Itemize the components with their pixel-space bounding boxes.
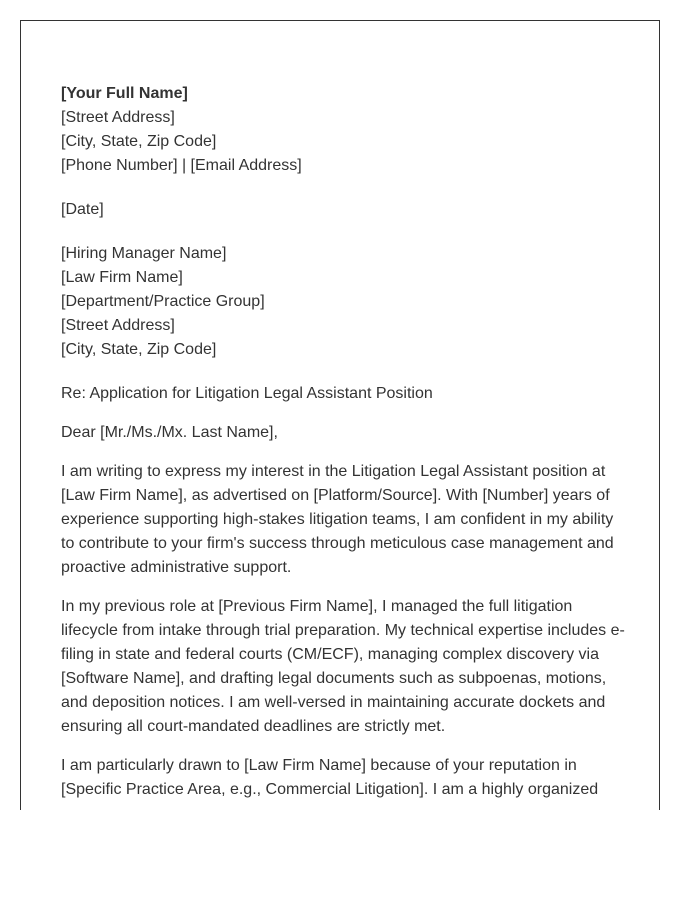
salutation: Dear [Mr./Ms./Mx. Last Name], xyxy=(61,424,278,441)
sender-block xyxy=(61,82,631,178)
sender-full-name: [Your Full Name] xyxy=(61,85,188,102)
date-block xyxy=(61,198,631,222)
body-paragraph-1: I am writing to express my interest in the Litigation Legal Assistant position at [Law Firm Name], as advertised on [Platform/Source]. With [Number] years of experience supporting high-stakes litigation teams, I am confident in my ability to contribute to your firm's success through meticulous case management and proactive administrative support. xyxy=(61,463,614,576)
letter-content xyxy=(61,82,631,802)
sender-street-address: [Street Address] xyxy=(61,109,175,126)
subject-line: Re: Application for Litigation Legal Assistant Position xyxy=(61,385,433,402)
sender-contact: [Phone Number] | [Email Address] xyxy=(61,157,302,174)
body-paragraph-3: I am particularly drawn to [Law Firm Name] because of your reputation in [Specific Practice Area, e.g., Commercial Litigation]. I am a highly organized xyxy=(61,757,599,798)
letter-date: [Date] xyxy=(61,201,104,218)
salutation-block xyxy=(61,421,631,445)
body-paragraph-2: In my previous role at [Previous Firm Name], I managed the full litigation lifecycle from intake through trial preparation. My technical expertise includes e-filing in state and federal courts (CM/ECF), managing complex discovery via [Software Name], and drafting legal documents such as subpoenas, motions, and deposition notices. I am well-versed in maintaining accurate dockets and ensuring all court-mandated deadlines are strictly met. xyxy=(61,598,625,735)
letter-page xyxy=(20,20,660,810)
recipient-street-address: [Street Address] xyxy=(61,317,175,334)
recipient-department: [Department/Practice Group] xyxy=(61,293,265,310)
recipient-name: [Hiring Manager Name] xyxy=(61,245,227,262)
sender-city-state-zip: [City, State, Zip Code] xyxy=(61,133,217,150)
recipient-block xyxy=(61,242,631,362)
recipient-firm: [Law Firm Name] xyxy=(61,269,183,286)
recipient-city-state-zip: [City, State, Zip Code] xyxy=(61,341,217,358)
subject-block xyxy=(61,382,631,406)
